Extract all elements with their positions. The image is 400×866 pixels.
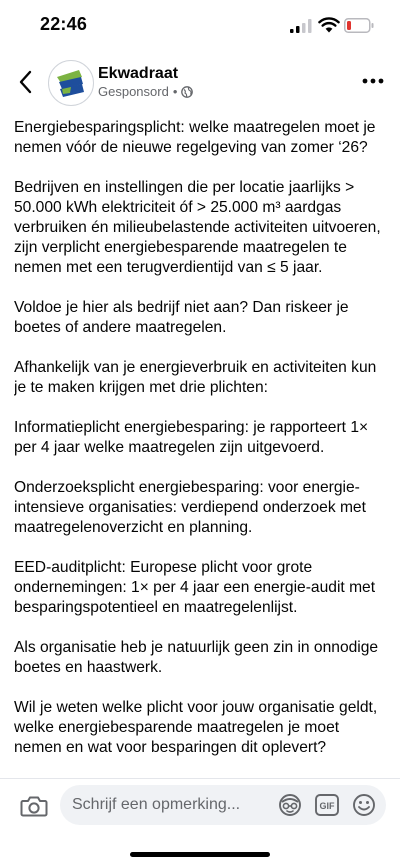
back-button[interactable]: [8, 62, 42, 102]
post-paragraph: Onderzoeksplicht energiebesparing: voor energie-intensieve organisaties: verdiepend onderzoek met maatregelenoverzicht en planning.: [14, 479, 366, 536]
cellular-signal-icon: [290, 19, 312, 33]
more-options-icon: [362, 78, 384, 84]
post-paragraph: Bedrijven en instellingen die per locatie jaarlijks > 50.000 kWh elektriciteit óf > 25.000 m³ aardgas verbruiken én milieubelastende activiteiten uitvoeren, zijn verplicht energiebesparende maatregelen te nemen met een terugverdientijd van ≤ 5 jaar.: [14, 179, 381, 276]
text-fade-overlay: [0, 756, 400, 778]
more-options-button[interactable]: [356, 68, 390, 94]
avatar-sticker-button[interactable]: [277, 793, 303, 817]
svg-text:GIF: GIF: [319, 801, 335, 811]
post-text: [14, 118, 388, 776]
page-avatar[interactable]: [48, 60, 94, 106]
post-paragraph: Informatieplicht energiebesparing: je rapporteert 1× per 4 jaar welke maatregelen zijn uitgevoerd.: [14, 419, 369, 456]
post-paragraph: Afhankelijk van je energieverbruik en activiteiten kun je te maken krijgen met drie plichten:: [14, 359, 377, 396]
post-paragraph: Voldoe je hier als bedrijf niet aan? Dan riskeer je boetes of andere maatregelen.: [14, 299, 349, 336]
post-paragraph: Als organisatie heb je natuurlijk geen zin in onnodige boetes en haastwerk.: [14, 639, 379, 676]
camera-button[interactable]: [20, 794, 48, 818]
ekwadraat-logo-icon: [49, 61, 93, 105]
home-indicator: [130, 852, 270, 857]
post-paragraph: Wil je weten welke plicht voor jouw organisatie geldt, welke energiebesparende maatregelen je moet nemen en wat voor besparingen dit oplevert?: [14, 699, 378, 756]
globe-icon: [181, 86, 193, 98]
comment-bar: [0, 778, 400, 833]
status-time: 22:46: [40, 14, 88, 34]
separator-dot: •: [172, 84, 178, 99]
sponsored-row: [98, 84, 193, 99]
sponsored-label: Gesponsord: [98, 84, 169, 99]
page-name[interactable]: Ekwadraat: [98, 65, 179, 82]
comment-field[interactable]: [60, 785, 386, 825]
status-bar: [0, 0, 400, 54]
avatar-sticker-icon: [277, 793, 303, 817]
post-header: [0, 54, 400, 114]
post-paragraph: EED-auditplicht: Europese plicht voor grote ondernemingen: 1× per 4 jaar een energie-audit met besparingspotentieel en maatregelenlijst.: [14, 559, 376, 616]
battery-icon: [344, 18, 374, 33]
post-paragraph: Energiebesparingsplicht: welke maatregelen moet je nemen vóór de nieuwe regelgeving van zomer ‘26?: [14, 119, 376, 156]
wifi-icon: [318, 17, 340, 33]
emoji-button[interactable]: [351, 793, 377, 817]
comment-input[interactable]: [72, 785, 252, 825]
smiley-icon: [351, 793, 377, 817]
gif-button[interactable]: [314, 793, 340, 817]
gif-icon: [314, 793, 340, 817]
chevron-left-icon: [18, 70, 32, 94]
camera-icon: [20, 794, 48, 818]
